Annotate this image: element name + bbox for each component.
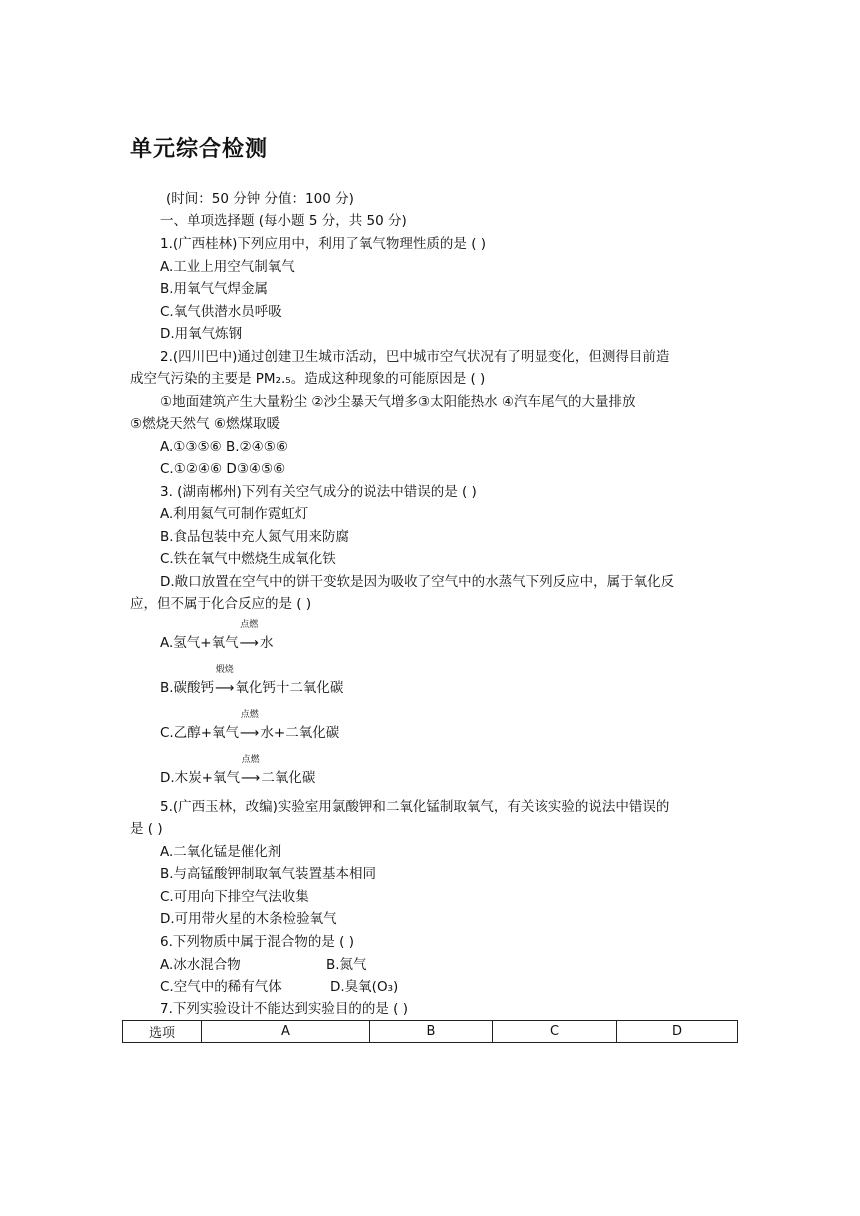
question-6-option-d: D.臭氧(O₃) xyxy=(330,979,399,995)
equation-products: 氧化钙十二氧化碳 xyxy=(235,680,344,696)
reaction-arrow: 点燃 ⟶ xyxy=(241,755,261,786)
section-heading: 一、单项选择题 (每小题 5 分，共 50 分) xyxy=(160,213,407,229)
question-5-option-b: B.与高锰酸钾制取氧气装置基本相同 xyxy=(160,866,377,882)
equation-products: 水+二氧化碳 xyxy=(260,725,340,741)
equation-products: 水 xyxy=(259,635,274,651)
question-6-option-b: B.氮气 xyxy=(326,957,367,973)
question-3-stem: 3. (湖南郴州)下列有关空气成分的说法中错误的是 ( ) xyxy=(160,484,477,500)
question-3-option-b: B.食品包装中充人氮气用来防腐 xyxy=(160,529,350,545)
question-2-stem-line-2: 成空气污染的主要是 PM₂.₅。造成这种现象的可能原因是 ( ) xyxy=(130,371,486,387)
question-2-options-ab: A.①③⑤⑥ B.②④⑤⑥ xyxy=(160,439,288,455)
table-header-cell: A xyxy=(202,1021,370,1043)
equation-products: 二氧化碳 xyxy=(261,770,316,786)
question-4-option-a xyxy=(160,620,274,653)
table-header-cell: D xyxy=(617,1021,738,1043)
question-5-stem-line-2: 是 ( ) xyxy=(130,821,163,837)
question-2-items-line-1: ①地面建筑产生大量粉尘 ②沙尘暴天气增多③太阳能热水 ④汽车尾气的大量排放 xyxy=(160,394,636,410)
page-title: 单元综合检测 xyxy=(130,137,269,162)
question-1-option-a: A.工业上用空气制氧气 xyxy=(160,259,295,275)
table-header-cell: 选项 xyxy=(123,1021,202,1043)
equation-reactants: C.乙醇+氧气 xyxy=(160,725,240,741)
question-2-items-line-2: ⑤燃烧天然气 ⑥燃煤取暖 xyxy=(130,416,280,432)
question-6-option-c: C.空气中的稀有气体 xyxy=(160,979,282,995)
reaction-arrow: 点燃 ⟶ xyxy=(240,710,260,741)
question-2-options-cd: C.①②④⑥ D③④⑤⑥ xyxy=(160,461,286,477)
question-4-option-c xyxy=(160,710,340,743)
question-5-option-a: A.二氧化锰是催化剂 xyxy=(160,844,282,860)
question-5-option-d: D.可用带火星的木条检验氧气 xyxy=(160,911,337,927)
equation-reactants: A.氢气+氧气 xyxy=(160,635,239,651)
reaction-condition: 煅烧 xyxy=(215,665,234,675)
question-4-option-d xyxy=(160,755,316,788)
question-1-option-c: C.氧气供潜水员呼吸 xyxy=(160,304,282,320)
question-3-option-d-line-2: 应，但不属于化合反应的是 ( ) xyxy=(130,596,312,612)
question-5-option-c: C.可用向下排空气法收集 xyxy=(160,889,309,905)
question-6-option-a: A.冰水混合物 xyxy=(160,957,241,973)
exam-meta: (时间：50 分钟 分值：100 分) xyxy=(166,191,354,207)
question-5-stem-line-1: 5.(广西玉林，改编)实验室用氯酸钾和二氧化锰制取氧气，有关该实验的说法中错误的 xyxy=(160,799,670,815)
question-1-option-d: D.用氧气炼钢 xyxy=(160,326,243,342)
reaction-condition: 点燃 xyxy=(240,710,259,720)
equation-reactants: B.碳酸钙 xyxy=(160,680,215,696)
reaction-condition: 点燃 xyxy=(240,620,259,630)
question-7-options-table xyxy=(122,1020,738,1043)
question-3-option-c: C.铁在氧气中燃烧生成氧化铁 xyxy=(160,551,336,567)
question-6-stem: 6.下列物质中属于混合物的是 ( ) xyxy=(160,934,354,950)
reaction-condition: 点燃 xyxy=(241,755,260,765)
question-2-stem-line-1: 2.(四川巴中)通过创建卫生城市活动，巴中城市空气状况有了明显变化，但测得目前造 xyxy=(160,349,670,365)
table-header-cell: B xyxy=(370,1021,493,1043)
reaction-arrow: 点燃 ⟶ xyxy=(239,620,259,651)
question-3-option-d-line-1: D.敞口放置在空气中的饼干变软是因为吸收了空气中的水蒸气下列反应中，属于氧化反 xyxy=(160,574,675,590)
equation-reactants: D.木炭+氧气 xyxy=(160,770,240,786)
question-1-stem: 1.(广西桂林)下列应用中，利用了氧气物理性质的是 ( ) xyxy=(160,236,487,252)
question-3-option-a: A.利用氦气可制作霓虹灯 xyxy=(160,506,309,522)
reaction-arrow: 煅烧 ⟶ xyxy=(215,665,235,696)
table-header-cell: C xyxy=(493,1021,617,1043)
table-row xyxy=(123,1021,738,1043)
question-4-option-b xyxy=(160,665,344,698)
question-7-stem: 7.下列实验设计不能达到实验目的的是 ( ) xyxy=(160,1001,408,1017)
question-1-option-b: B.用氧气气焊金属 xyxy=(160,281,269,297)
